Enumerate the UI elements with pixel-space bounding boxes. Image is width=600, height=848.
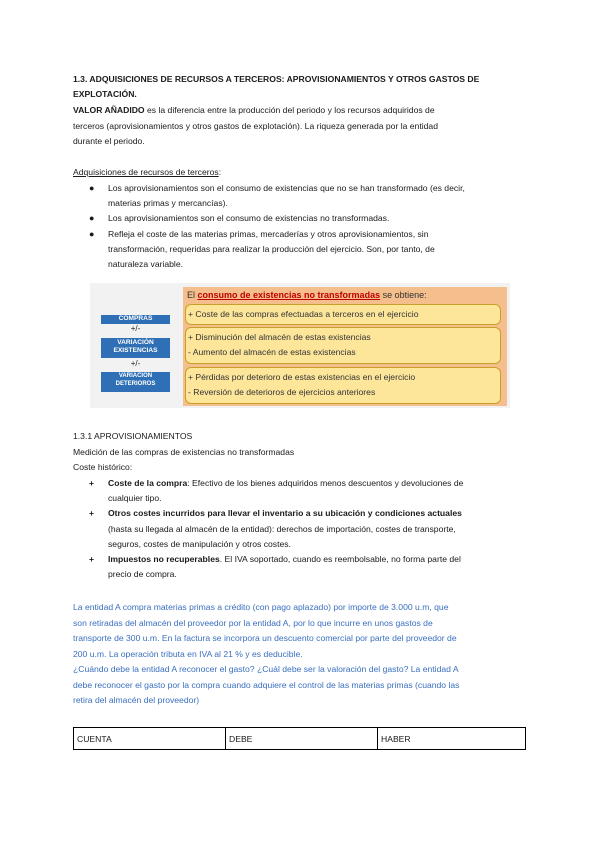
header-debe: DEBE (226, 728, 378, 750)
bullet-icon: ● (89, 213, 95, 224)
list-item: ● Los aprovisionamientos son el consumo de existencias no transformadas. (108, 211, 465, 226)
panel-title: El consumo de existencias no transformadas se obtiene: (187, 290, 427, 300)
deterioros-box: + Pérdidas por deterioro de estas existencias en el ejercicio - Reversión de deterioros de ejercicios anteriores (185, 367, 501, 404)
example-line: transporte de 300 u.m. En la factura se incorpora un descuento comercial por parte del proveedor de (73, 633, 457, 643)
aprov-title: 1.3.1 APROVISIONAMIENTOS (73, 431, 193, 441)
example-answer: debe reconocer el gasto por la compra cuando adquiere el control de las materias primas (cuando las (73, 680, 460, 690)
valor-line-1: VALOR AÑADIDO es la diferencia entre la producción del periodo y los recursos adquiridos de (73, 105, 435, 115)
compras-box: + Coste de las compras efectuadas a terceros en el ejercicio (185, 304, 501, 325)
example-question: ¿Cuándo debe la entidad A reconocer el gasto? ¿Cuál debe ser la valoración del gasto? La entidad A (73, 664, 459, 674)
valor-term: VALOR AÑADIDO (73, 105, 145, 115)
bullet-icon: ● (89, 228, 95, 239)
adquisiciones-list (89, 181, 465, 272)
bullet-icon: ● (89, 183, 95, 193)
plus-icon: + (89, 508, 95, 519)
variacion-deterioros-label: VARIACIÓN DETERIOROS (101, 372, 170, 392)
plus-icon: + (89, 478, 95, 488)
list-item: ● Refleja el coste de las materias primas, mercaderías y otros aprovisionamientos, sin transformación, requeridas para realizar la producción del ejercicio. Son, por tanto, de naturaleza variable. (89, 228, 435, 270)
consumo-panel (183, 287, 507, 406)
compras-label: COMPRAS (101, 315, 170, 324)
list-item: ● Los aprovisionamientos son el consumo de existencias que no se han transformado (es decir, materias primas y mercancías). (89, 183, 465, 209)
plus-icon: + (89, 554, 95, 565)
example-line: La entidad A compra materias primas a crédito (con pago aplazado) por importe de 3.000 u.m, que (73, 602, 449, 612)
plus-minus-1: +/- (130, 324, 141, 333)
existencias-box: + Disminución del almacén de estas existencias - Aumento del almacén de estas existencias (185, 327, 501, 364)
list-item: + Otros costes incurridos para llevar el inventario a su ubicación y condiciones actuales (hasta su llegada al almacén de la entidad): derechos de importación, costes de transporte, seguros, costes de manipulación y otros costes. (89, 508, 462, 549)
example-line: 200 u.m. La operación tributa en IVA al 21 % y es deducible. (73, 649, 303, 659)
valor-line-2: terceros (aprovisionamientos y otros gastos de explotación). La riqueza generada por la entidad (73, 121, 438, 131)
list-item: + Coste de la compra: Efectivo de los bienes adquiridos menos descuentos y devoluciones de cualquier tipo. (89, 478, 464, 504)
section-heading-cont: EXPLOTACIÓN. (73, 89, 137, 99)
header-cuenta: CUENTA (74, 728, 226, 750)
variacion-existencias-label: VARIACIÓN EXISTENCIAS (101, 338, 170, 358)
adquisiciones-title: Adquisiciones de recursos de terceros: (73, 167, 222, 177)
table-header-row (74, 728, 526, 750)
list-item: + Impuestos no recuperables. El IVA soportado, cuando es reembolsable, no forma parte del precio de compra. (89, 554, 461, 580)
medicion-text: Medición de las compras de existencias no transformadas (73, 447, 295, 457)
example-line: son retiradas del almacén del proveedor por la entidad A, por lo que incurre en unos gastos de (73, 618, 433, 628)
journal-table (73, 727, 526, 750)
consumo-diagram (90, 283, 510, 408)
header-haber: HABER (378, 728, 526, 750)
coste-historico: Coste histórico: (73, 462, 133, 472)
section-heading: 1.3. ADQUISICIONES DE RECURSOS A TERCEROS: APROVISIONAMIENTOS Y OTROS GASTOS DE (73, 74, 480, 84)
example-answer-cont: retira del almacén del proveedor) (73, 695, 200, 705)
coste-list (89, 476, 464, 582)
plus-minus-2: +/- (130, 359, 141, 368)
valor-line-3: durante el periodo. (73, 136, 145, 146)
